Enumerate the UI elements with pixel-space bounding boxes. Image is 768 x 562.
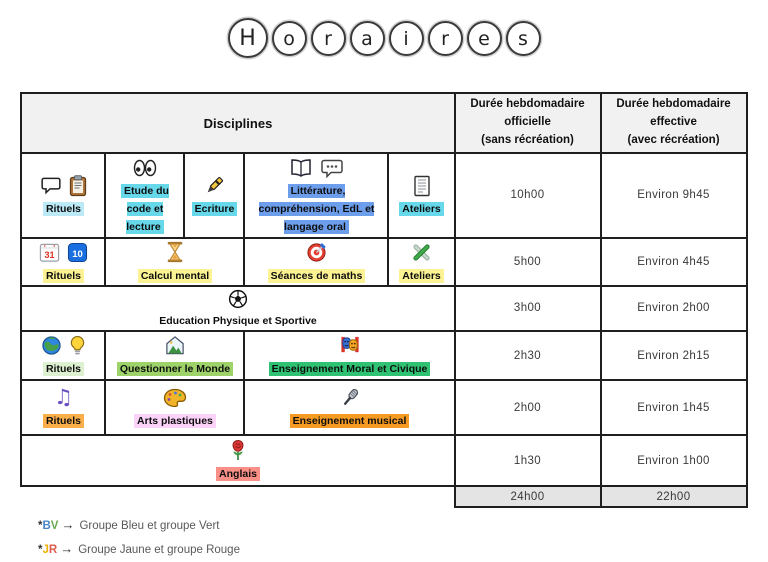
palette-icon — [163, 388, 187, 408]
subject-cell-questionner-monde — [105, 331, 244, 380]
subject-cell-ateliers-maths — [388, 238, 454, 286]
duration-effective: Environ 2h00 — [601, 286, 747, 331]
subject-label: Questionner le Monde — [117, 362, 233, 376]
masks-flag-icon — [338, 335, 362, 356]
duration-official: 1h30 — [455, 435, 601, 486]
duration-effective: Environ 1h45 — [601, 380, 747, 435]
subject-cell-rituels-francais — [21, 153, 105, 238]
light-bulb-icon — [69, 335, 86, 356]
title-letter: e — [467, 21, 502, 56]
title-letter: i — [389, 21, 424, 56]
row-arts — [21, 380, 746, 435]
empty-cell — [21, 486, 454, 507]
title-letter: H — [228, 18, 268, 58]
header-official: Durée hebdomadaire officielle (sans récréation) — [455, 93, 601, 153]
dart-target-icon — [306, 242, 327, 263]
duration-official: 3h00 — [455, 286, 601, 331]
row-qlm-emc — [21, 331, 746, 380]
subject-cell-litterature — [244, 153, 388, 238]
footnote-code-letter: V — [50, 520, 59, 533]
calendar-icon — [39, 242, 60, 263]
subject-label: Enseignement Moral et Civique — [269, 362, 431, 376]
eyes-icon — [133, 159, 157, 177]
total-official: 24h00 — [455, 486, 601, 507]
subject-cell-rituels-qlm — [21, 331, 105, 380]
clipboard-icon — [69, 175, 87, 197]
subject-label: Séances de maths — [268, 269, 366, 283]
title-letter: s — [506, 21, 541, 56]
title-letter: o — [272, 21, 307, 56]
duration-official: 2h00 — [455, 380, 601, 435]
subject-label: Ateliers — [399, 269, 444, 283]
subject-cell-rituels-maths — [21, 238, 105, 286]
footnote-code-letter: J — [42, 544, 49, 557]
speech-dots-icon — [320, 158, 344, 178]
title-letter: a — [350, 21, 385, 56]
duration-official: 5h00 — [455, 238, 601, 286]
duration-official: 2h30 — [455, 331, 601, 380]
subject-label: Rituels — [43, 362, 84, 376]
national-park-icon — [164, 335, 186, 356]
subject-label: Ecriture — [192, 202, 238, 216]
subject-cell-eps — [21, 286, 454, 331]
subject-label: Education Physique et Sportive — [159, 314, 317, 327]
open-book-icon — [289, 158, 313, 178]
subject-label: Ateliers — [399, 202, 444, 216]
duration-official: 10h00 — [455, 153, 601, 238]
arrow-icon: → — [60, 541, 74, 557]
horaires-table — [20, 92, 747, 508]
subject-cell-calcul-mental — [105, 238, 244, 286]
subject-label: Rituels — [43, 269, 84, 283]
arrow-icon: → — [61, 517, 75, 533]
subject-label: Arts plastiques — [134, 414, 216, 428]
table-header-row — [21, 93, 746, 153]
subject-cell-enseignement-musical — [244, 380, 454, 435]
microphone-icon — [340, 387, 360, 409]
subject-cell-ecriture — [184, 153, 244, 238]
subject-cell-seances-maths — [244, 238, 388, 286]
footnote-code-letter: B — [42, 520, 51, 533]
footnote-jr — [38, 541, 768, 556]
subject-label: Calcul mental — [138, 269, 212, 283]
hourglass-icon — [166, 241, 184, 263]
footnote-text: Groupe Jaune et groupe Rouge — [78, 544, 240, 557]
keycap-ten-icon — [67, 242, 88, 263]
footnotes — [38, 517, 768, 556]
subject-label: Rituels — [43, 414, 84, 428]
subject-label: Etude du code et lecture — [121, 184, 169, 234]
document-icon — [413, 175, 431, 197]
green-cross-icon — [411, 242, 432, 263]
row-maths — [21, 238, 746, 286]
music-notes-icon: ♫ — [54, 385, 73, 410]
subject-cell-etude-code — [105, 153, 184, 238]
svg-text:10: 10 — [72, 248, 83, 260]
row-total — [21, 486, 746, 507]
subject-cell-anglais — [21, 435, 454, 486]
subject-label: Rituels — [43, 202, 84, 216]
pen-icon — [203, 175, 225, 197]
row-anglais — [21, 435, 746, 486]
title-letter: r — [428, 21, 463, 56]
soccer-ball-icon — [228, 289, 248, 309]
total-effective: 22h00 — [601, 486, 747, 507]
footnote-bv — [38, 517, 768, 532]
duration-effective: Environ 2h15 — [601, 331, 747, 380]
footnote-text: Groupe Bleu et groupe Vert — [79, 520, 220, 533]
svg-text:31: 31 — [44, 249, 55, 260]
row-francais — [21, 153, 746, 238]
duration-effective: Environ 1h00 — [601, 435, 747, 486]
speech-bubble-icon — [40, 176, 62, 195]
subject-label: Littérature, compréhension, EdL et langage oral — [258, 185, 375, 234]
subject-cell-ateliers-francais — [388, 153, 454, 238]
footnote-star: * — [38, 544, 43, 557]
subject-cell-emc — [244, 331, 454, 380]
duration-effective: Environ 9h45 — [601, 153, 747, 238]
subject-label: Anglais — [216, 467, 260, 481]
row-eps — [21, 286, 746, 331]
title-letter: r — [311, 21, 346, 56]
footnote-star: * — [38, 520, 43, 533]
page-title — [0, 18, 768, 66]
duration-effective: Environ 4h45 — [601, 238, 747, 286]
subject-cell-rituels-arts — [21, 380, 105, 435]
footnote-code-letter: R — [48, 544, 58, 557]
rose-icon — [230, 439, 246, 462]
header-disciplines: Disciplines — [21, 93, 454, 153]
header-effective: Durée hebdomadaire effective (avec récréation) — [601, 93, 747, 153]
subject-label: Enseignement musical — [290, 414, 410, 428]
subject-cell-arts-plastiques — [105, 380, 244, 435]
globe-icon — [41, 335, 62, 356]
